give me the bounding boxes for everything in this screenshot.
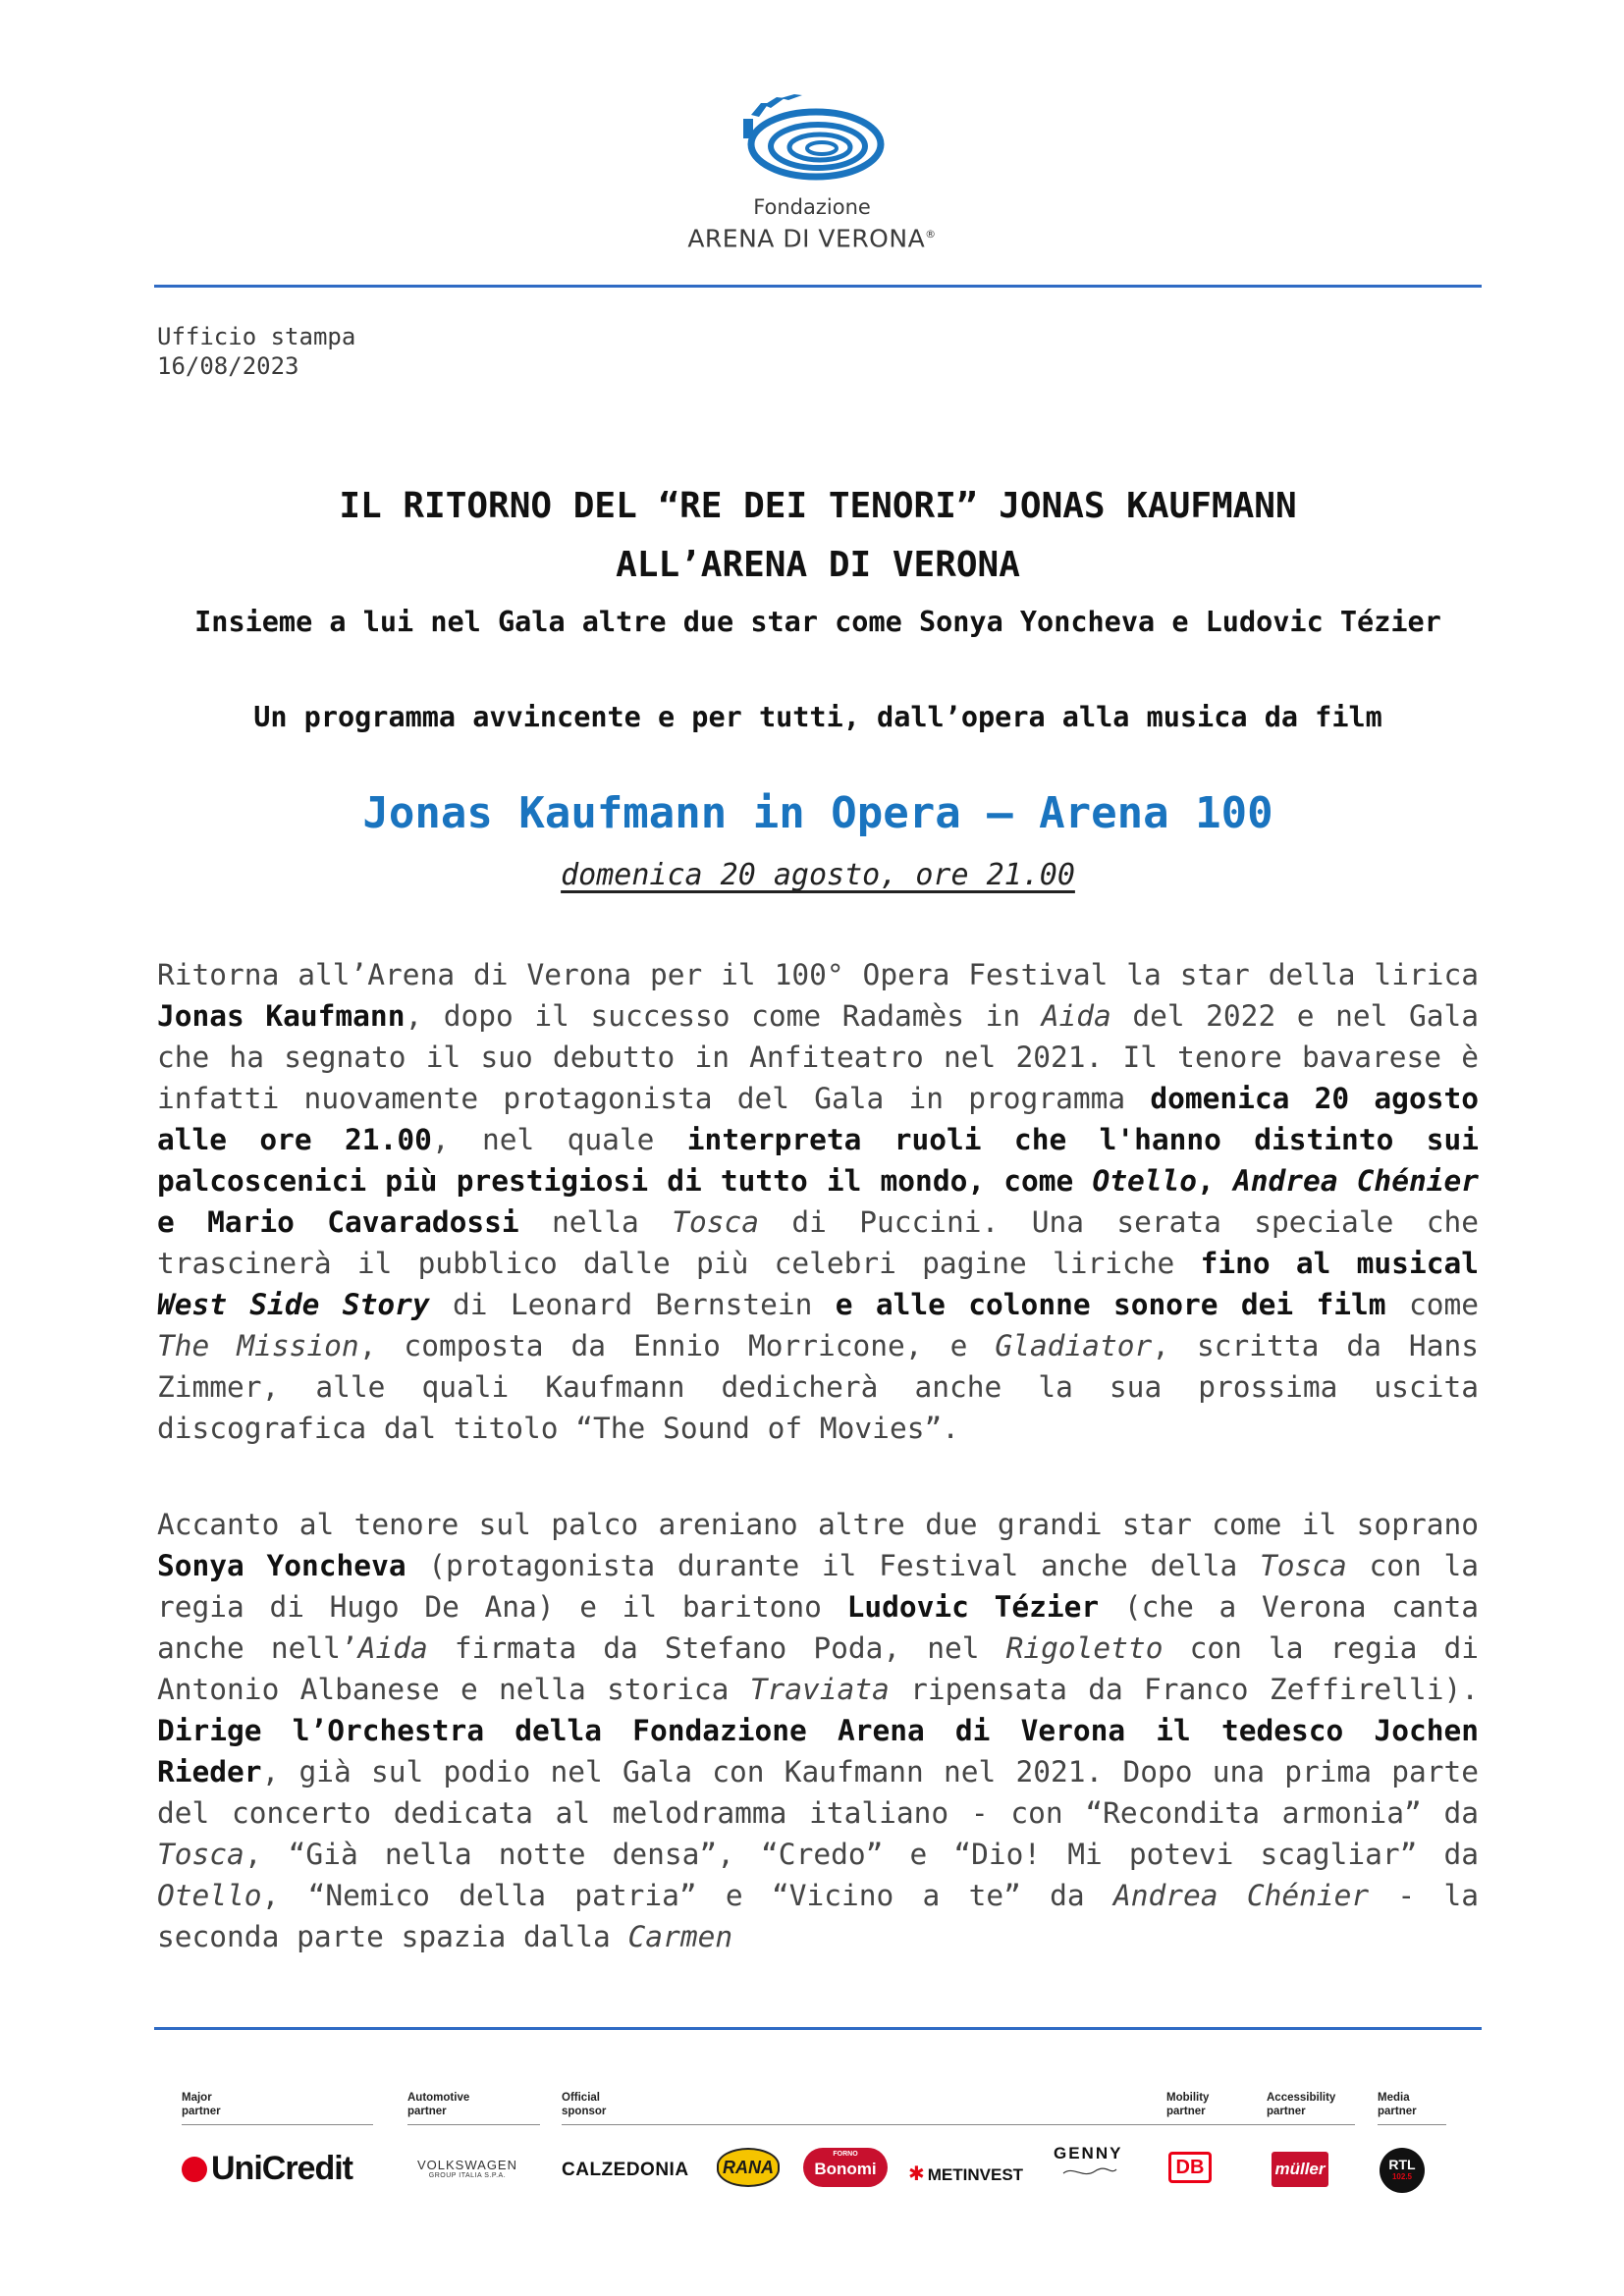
emphasis-run: Rigoletto [1005, 1631, 1164, 1665]
media-partner-group [1378, 2091, 1446, 2125]
event-date [157, 856, 1479, 895]
rana-logo: RANA [717, 2148, 780, 2187]
text-run: (che a Verona canta anche nell’ [157, 1590, 1479, 1665]
rtl-logo: RTL 102.5 [1380, 2148, 1425, 2193]
emphasis-run: Carmen [627, 1920, 733, 1953]
unicredit-logo: UniCredit [182, 2150, 352, 2188]
arena-di-verona-logo [731, 93, 893, 182]
emphasis-run: Aida [357, 1631, 428, 1665]
footer-rule [154, 2027, 1482, 2030]
text-run: di Puccini. Una serata speciale che trascinerà il pubblico dalle più celebri pagine liriche [157, 1205, 1479, 1280]
text-run: nella [518, 1205, 673, 1239]
text-run: firmata da Stefano Poda, nel [427, 1631, 1006, 1665]
emphasis-run: Jonas Kaufmann [157, 999, 406, 1033]
text-run: , scritta da Hans Zimmer, alle quali Kaufmann dedicherà anche la sua prossima uscita discografica dal titolo “The Sound of Movies”. [157, 1329, 1479, 1445]
text-run: Ritorna all’Arena di Verona per il 100° Opera Festival la star della lirica [157, 958, 1479, 991]
text-run: di Leonard Bernstein [429, 1288, 836, 1321]
logo-wordmark [616, 194, 1008, 253]
muller-logo: müller [1272, 2152, 1328, 2187]
emphasis-run: Gladiator [995, 1329, 1153, 1362]
automotive-partner-group [407, 2091, 540, 2125]
body-paragraph-1 [157, 954, 1479, 1449]
official-sponsor-caption: Official sponsor [562, 2092, 607, 2117]
calzedonia-logo: CALZEDONIA [562, 2160, 689, 2180]
subtitle-2: Un programma avvincente e per tutti, dall’opera alla musica da film [253, 701, 1382, 733]
header-rule [154, 285, 1482, 288]
metinvest-mark-icon: ✱ [908, 2163, 925, 2185]
volkswagen-logo: VOLKSWAGEN GROUP ITALIA S.P.A. [417, 2158, 517, 2179]
text-run: , “Nemico della patria” e “Vicino a te” da [261, 1879, 1113, 1912]
emphasis-run: Tosca [1259, 1549, 1347, 1582]
main-title-line-2: ALL’ARENA DI VERONA [616, 545, 1020, 585]
caption-divider [1378, 2124, 1446, 2125]
main-title [157, 477, 1479, 595]
genny-logo: GENNY [1054, 2144, 1122, 2186]
text-run: , dopo il successo come Radamès in [405, 999, 1042, 1033]
emphasis-run: fino al musical [1200, 1247, 1479, 1280]
emphasis-run: Andrea Chénier [1112, 1879, 1370, 1912]
emphasis-run: domenica 20 agosto alle ore 21.00 [157, 1082, 1479, 1156]
logo-line-arena: ARENA DI VERONA® [687, 224, 937, 253]
registered-mark: ® [925, 228, 937, 240]
accessibility-partner-caption: Accessibility partner [1267, 2092, 1336, 2117]
main-title-line-1: IL RITORNO DEL “RE DEI TENORI” JONAS KAUFMANN [339, 486, 1297, 526]
emphasis-run: Dirige l’Orchestra della Fondazione Arena di Verona il tedesco Jochen Rieder [157, 1714, 1479, 1789]
mobility-partner-caption: Mobility partner [1166, 2092, 1210, 2117]
text-run: con la regia di Hugo De Ana) e il baritono [157, 1549, 1479, 1624]
press-date: 16/08/2023 [157, 352, 299, 380]
text-run: (protagonista durante il Festival anche della [406, 1549, 1260, 1582]
text-run: , nel quale [431, 1123, 687, 1156]
automotive-partner-caption: Automotive partner [407, 2092, 470, 2117]
text-run: , già sul podio nel Gala con Kaufmann nel 2021. Dopo una prima parte del concerto dedicata al melodramma italiano - con “Recondita armonia” da [157, 1755, 1479, 1830]
press-office-block [157, 322, 355, 381]
caption-divider [1166, 2124, 1245, 2125]
event-title: Jonas Kaufmann in Opera – Arena 100 [362, 788, 1273, 838]
emphasis-run: e Mario Cavaradossi [157, 1205, 519, 1239]
text-run: , composta da Ennio Morricone, e [358, 1329, 996, 1362]
bonomi-logo: FORNO Bonomi [803, 2148, 888, 2187]
emphasis-run: interpreta ruoli che l'hanno distinto sui palcoscenici più prestigiosi di tutto il mondo, come [157, 1123, 1479, 1198]
emphasis-run: Aida [1041, 999, 1111, 1033]
text-run: - la seconda parte spazia dalla [157, 1879, 1479, 1953]
text-run: con la regia di Antonio Albanese e nella storica [157, 1631, 1479, 1706]
emphasis-run: Traviata [749, 1673, 890, 1706]
emphasis-run: The Mission [157, 1329, 359, 1362]
text-run: come [1385, 1288, 1479, 1321]
db-logo: DB [1168, 2152, 1212, 2183]
logo-line-fondazione: Fondazione [753, 195, 871, 219]
emphasis-run: Tosca [672, 1205, 759, 1239]
major-partner-group [182, 2091, 373, 2125]
emphasis-run: West Side Story [157, 1288, 430, 1321]
text-run: , “Già nella notte densa”, “Credo” e “Dio! Mi potevi scagliar” da [244, 1838, 1479, 1871]
text-run: Accanto al tenore sul palco areniano altre due grandi star come il soprano [157, 1508, 1479, 1541]
emphasis-run: e alle colonne sonore dei film [835, 1288, 1386, 1321]
accessibility-partner-group [1267, 2091, 1355, 2125]
emphasis-run: Otello [157, 1879, 262, 1912]
emphasis-run: Ludovic Tézier [846, 1590, 1100, 1624]
mobility-partner-group [1166, 2091, 1245, 2125]
caption-divider [1267, 2124, 1355, 2125]
press-office-label: Ufficio stampa [157, 323, 356, 350]
unicredit-mark-icon [182, 2157, 207, 2182]
sponsors-footer [157, 2081, 1479, 2209]
subtitle-1: Insieme a lui nel Gala altre due star come Sonya Yoncheva e Ludovic Tézier [194, 606, 1441, 638]
caption-divider [182, 2124, 373, 2125]
event-date-text: domenica 20 agosto, ore 21.00 [561, 858, 1075, 892]
emphasis-run: , [1197, 1164, 1233, 1198]
media-partner-caption: Media partner [1378, 2092, 1417, 2117]
text-run: ripensata da Franco Zeffirelli). [889, 1673, 1479, 1706]
emphasis-run: Sonya Yoncheva [157, 1549, 406, 1582]
body-paragraph-2 [157, 1504, 1479, 1957]
text-run: del 2022 e nel Gala che ha segnato il suo debutto in Anfiteatro nel 2021. Il tenore bavarese è infatti nuovamente protagonista del Gala in programma [157, 999, 1479, 1115]
emphasis-run: Tosca [157, 1838, 244, 1871]
caption-divider [407, 2124, 540, 2125]
emphasis-run: Otello [1092, 1164, 1198, 1198]
metinvest-logo: ✱ METINVEST [908, 2163, 1024, 2185]
major-partner-caption: Major partner [182, 2092, 221, 2117]
emphasis-run: Andrea Chénier [1232, 1164, 1479, 1198]
genny-signature-icon [1054, 2163, 1122, 2181]
